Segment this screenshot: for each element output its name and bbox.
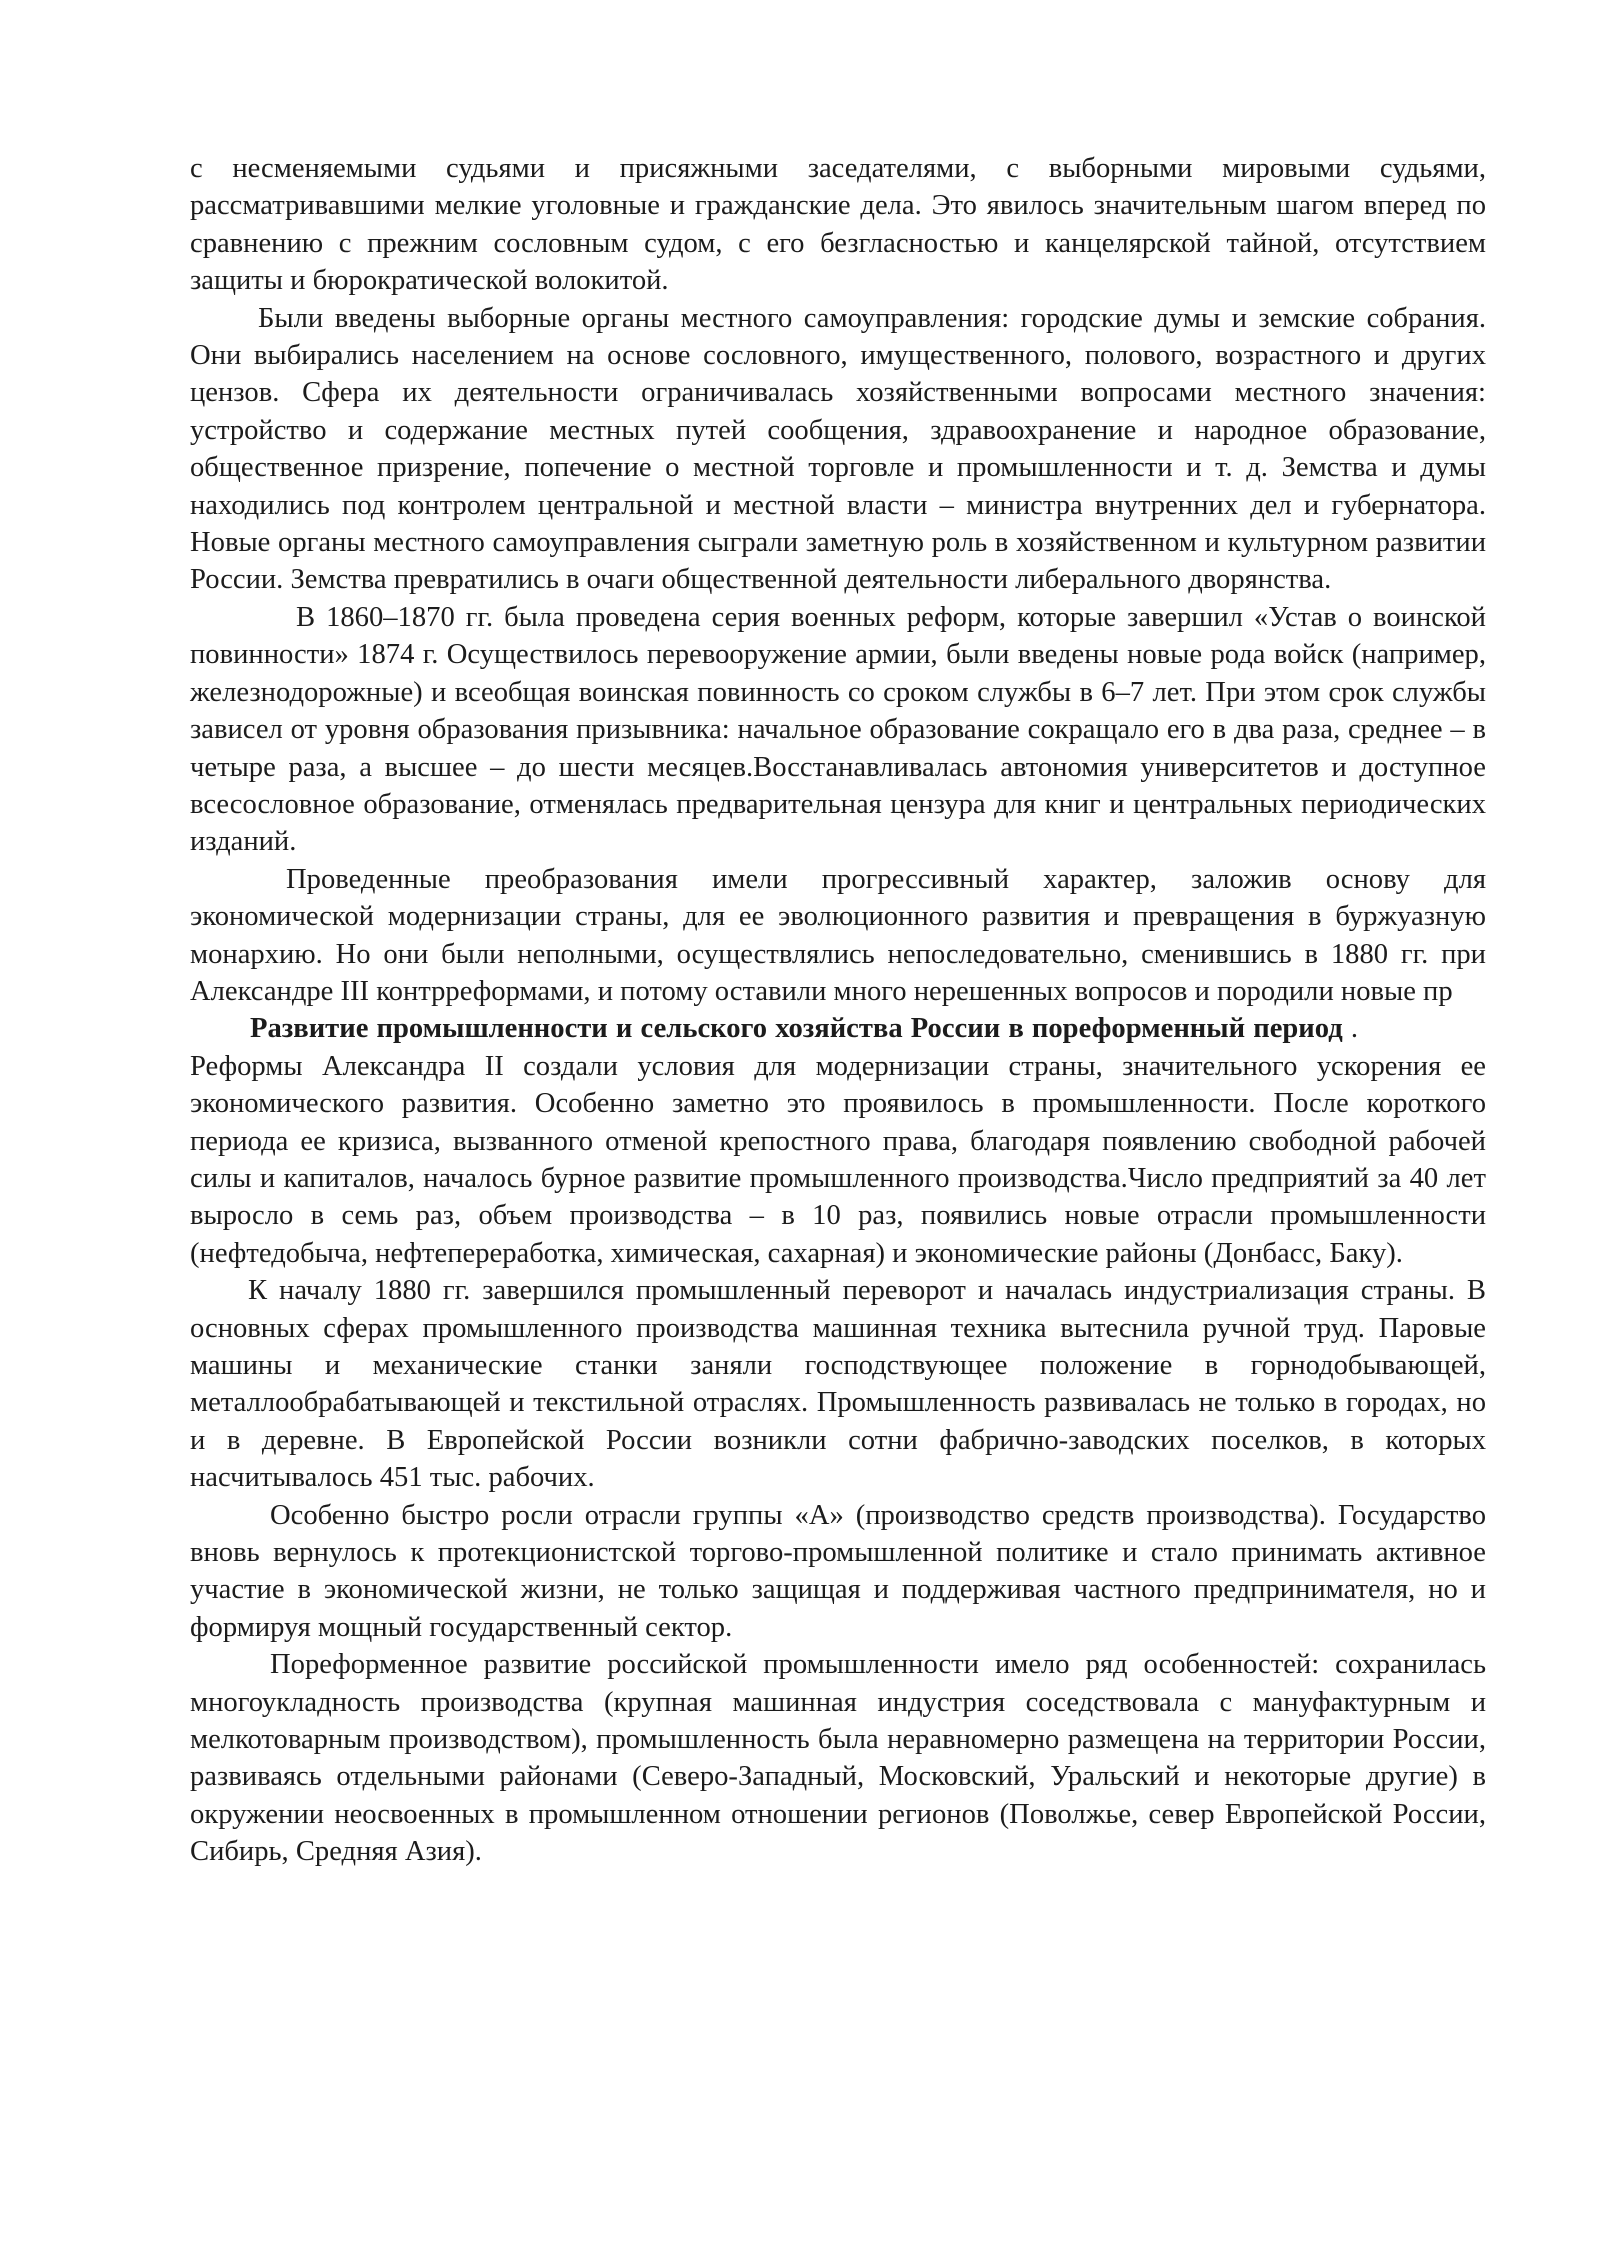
paragraph-reforms-assessment: Проведенные преобразования имели прогрессивный характер, заложив основу для экономической модернизации страны, для ее эволюционного развития и превращения в буржуазную монархию. Но они были неполными, осуществлялись непоследовательно, сменившись в 1880 гг. при Александре III контрреформами, и потому оставили много нерешенных вопросов и породили новые пр <box>190 863 1486 1007</box>
paragraph-industry-intro <box>190 1010 1486 1272</box>
paragraph-courts: с несменяемыми судьями и присяжными заседателями, с выборными мировыми судьями, рассматривавшими мелкие уголовные и гражданские дела. Это явилось значительным шагом вперед по сравнению с прежним сословным судом, с его безгласностью и канцелярской тайной, отсутствием защиты и бюрократической волокитой. <box>190 153 1486 297</box>
section-heading-tail: . <box>1342 1013 1359 1045</box>
paragraph-features: Пореформенное развитие российской промышленности имело ряд особенностей: сохранилась многоукладность производства (крупная машинная индустрия соседствовала с мануфактурным и мелкотоварным производством), промышленность была неравномерно размещена на территории России, развиваясь отдельными районами (Северо-Западный, Московский, Уральский и некоторые другие) в окружении неосвоенных в промышленном отношении регионов (Поволжье, север Европейской России, Сибирь, Средняя Азия). <box>190 1649 1486 1868</box>
section-heading: Развитие промышленности и сельского хозяйства России в пореформенный период <box>250 1013 1343 1045</box>
paragraph-industrial-revolution: К началу 1880 гг. завершился промышленный переворот и началась индустриализация страны. В основных сферах промышленного производства машинная техника вытеснила ручной труд. Паровые машины и механические станки заняли господствующее положение в горнодобывающей, металлообрабатывающей и текстильной отраслях. Промышленность развивалась не только в городах, но и в деревне. В Европейской России возникли сотни фабрично-заводских поселков, в которых насчитывалось 451 тыс. рабочих. <box>190 1275 1486 1494</box>
paragraph-group-a: Особенно быстро росли отрасли группы «А» (производство средств производства). Государство вновь вернулось к протекционистской торгово-промышленной политике и стало принимать активное участие в экономической жизни, не только защищая и поддерживая частного предпринимателя, но и формируя мощный государственный сектор. <box>190 1499 1486 1643</box>
paragraph-industry-body: Реформы Александра II создали условия для модернизации страны, значительного ускорения ее экономического развития. Особенно заметно это проявилось в промышленности. После короткого периода ее кризиса, вызванного отменой крепостного права, благодаря появлению свободной рабочей силы и капиталов, началось бурное развитие промышленного производства.Число предприятий за 40 лет выросло в семь раз, объем производства – в 10 раз, появились новые отрасли промышленности (нефтедобыча, нефтепереработка, химическая, сахарная) и экономические районы (Донбасс, Баку). <box>190 1050 1486 1269</box>
paragraph-military-reforms: В 1860–1870 гг. была проведена серия военных реформ, которые завершил «Устав о воинской повинности» 1874 г. Осуществилось перевооружение армии, были введены новые рода войск (например, железнодорожные) и всеобщая воинская повинность со сроком службы в 6–7 лет. При этом срок службы зависел от уровня образования призывника: начальное образование сокращало его в два раза, среднее – в четыре раза, а высшее – до шести месяцев.Восстанавливалась автономия университетов и доступное всесословное образование, отменялась предварительная цензура для книг и центральных периодических изданий. <box>190 601 1486 858</box>
paragraph-self-government: Были введены выборные органы местного самоуправления: городские думы и земские собрания. Они выбирались населением на основе сословного, имущественного, полового, возрастного и других цензов. Сфера их деятельности ограничивалась хозяйственными вопросами местного значения: устройство и содержание местных путей сообщения, здравоохранение и народное образование, общественное призрение, попечение о местной торговле и промышленности и т. д. Земства и думы находились под контролем центральной и местной власти – министра внутренних дел и губернатора. Новые органы местного самоуправления сыграли заметную роль в хозяйственном и культурном развитии России. Земства превратились в очаги общественной деятельности либерального дворянства. <box>190 302 1486 596</box>
document-page <box>190 150 1486 1871</box>
